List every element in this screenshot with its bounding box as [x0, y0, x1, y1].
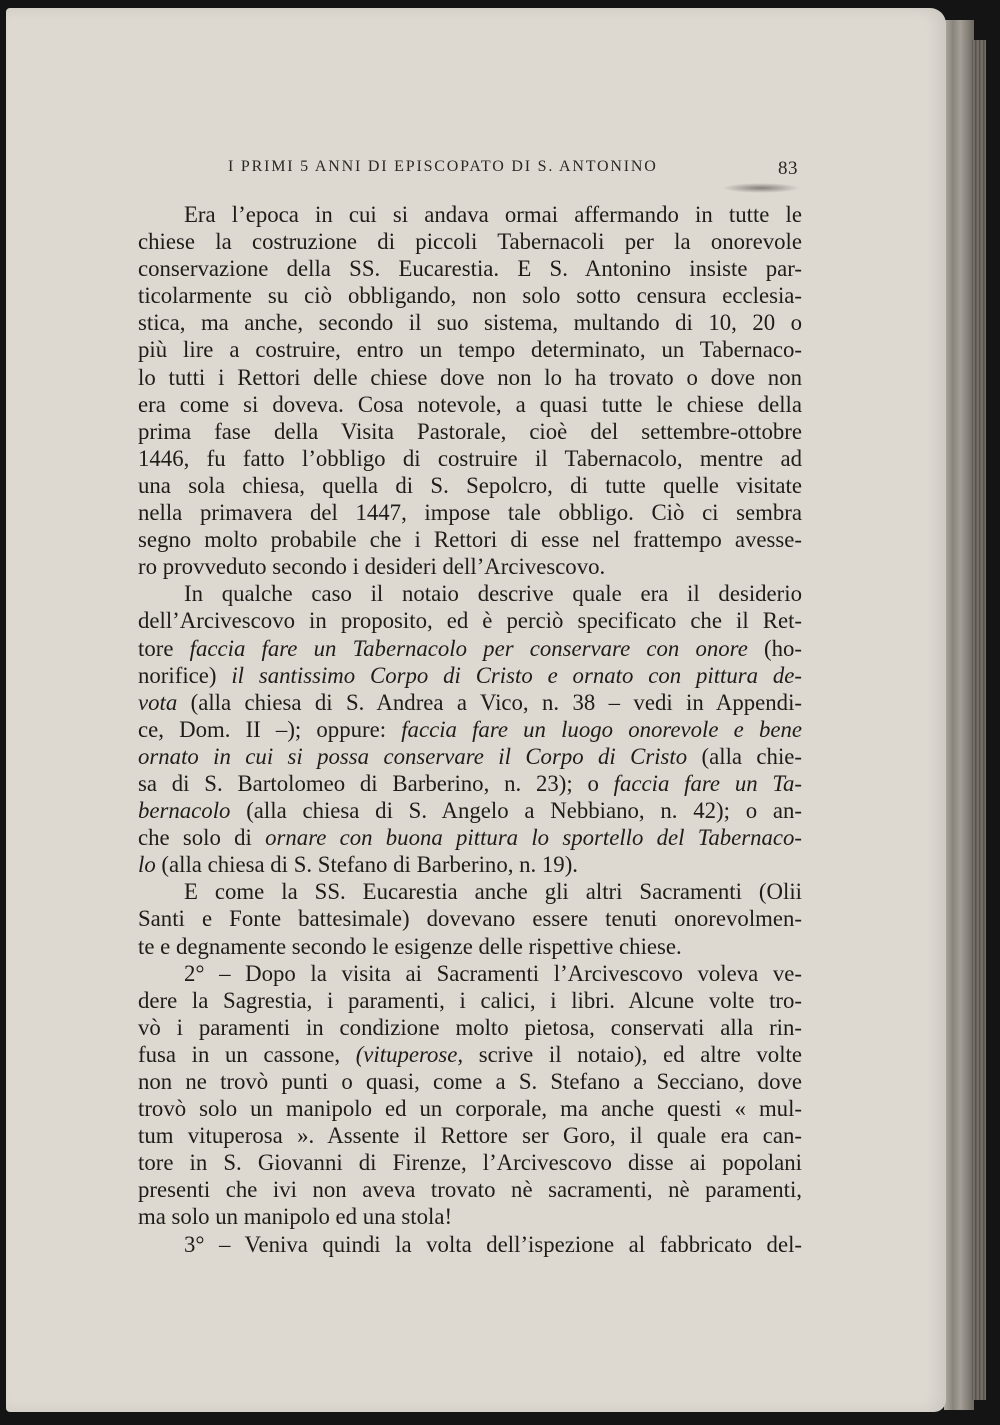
body-text: [138, 201, 802, 1258]
text-line: [138, 743, 802, 770]
text-span: (alla chiesa di S. Andrea a Vico, n. 38 – vedi in Appendi-: [177, 689, 802, 715]
italic-span: il santissimo Corpo di Cristo e ornato con pittura de-: [231, 662, 802, 688]
text-line: [138, 635, 802, 662]
text-line: dere la Sagrestia, i paramenti, i calici, i libri. Alcune volte tro-: [138, 987, 802, 1013]
text-span: (alla chiesa di S. Angelo a Nebbiano, n. 42); o an-: [230, 798, 802, 824]
text-span: (alla chiesa di S. Stefano di Barberino, n. 19).: [155, 852, 578, 878]
text-line: chiese la costruzione di piccoli Tabernacoli per la onorevole: [138, 229, 802, 255]
text-span: norifice): [138, 662, 232, 688]
text-line: [138, 797, 802, 824]
text-line: ro provveduto secondo i desideri dell’Arcivescovo.: [138, 554, 606, 580]
text-line: prima fase della Visita Pastorale, cioè del settembre-ottobre: [138, 418, 802, 444]
text-line: presenti che ivi non aveva trovato nè sacramenti, nè paramenti,: [138, 1177, 802, 1203]
text-line: [138, 662, 802, 689]
page-stack-edge-dark: [972, 40, 986, 1400]
text-line: te e degnamente secondo le esigenze delle rispettive chiese.: [138, 933, 682, 959]
italic-span: vota: [138, 689, 178, 715]
text-line: [138, 770, 802, 797]
text-line: [138, 824, 802, 851]
text-span: (alla chie-: [687, 743, 802, 769]
text-span: fusa in un cassone,: [138, 1041, 356, 1067]
italic-span: bernacolo: [138, 798, 231, 824]
text-span: ce, Dom. II –); oppure:: [138, 716, 402, 742]
italic-span: faccia fare un luogo onorevole e bene: [401, 716, 802, 742]
italic-span: faccia fare un Tabernacolo per conservare con onore: [189, 635, 748, 661]
text-line: [138, 689, 802, 716]
running-header: [228, 158, 798, 184]
text-line: trovò solo un manipolo ed un corporale, ma anche questi « mul-: [138, 1096, 802, 1122]
ink-smudge: [722, 183, 800, 193]
page-number: 83: [778, 158, 798, 179]
text-line: 1446, fu fatto l’obbligo di costruire il Tabernacolo, mentre ad: [138, 445, 802, 471]
text-line: tore in S. Giovanni di Firenze, l’Arcivescovo disse ai popolani: [138, 1150, 802, 1176]
text-span: tore: [138, 635, 190, 661]
text-line: non ne trovò punti o quasi, come a S. Stefano a Secciano, dove: [138, 1069, 802, 1094]
text-line: più lire a costruire, entro un tempo determinato, un Tabernaco-: [138, 337, 802, 363]
italic-span: faccia fare un Ta-: [613, 770, 802, 796]
text-line: una sola chiesa, quella di S. Sepolcro, di tutte quelle visitate: [138, 472, 802, 498]
text-line: era come si doveva. Cosa notevole, a quasi tutte le chiese della: [138, 391, 802, 417]
text-line: lo tutti i Rettori delle chiese dove non lo ha trovato o dove non: [138, 364, 802, 390]
text-span: scrive il notaio), ed altre volte: [463, 1041, 802, 1067]
italic-span: (vituperose,: [355, 1041, 464, 1067]
text-span: che solo di: [138, 825, 266, 851]
text-line: tum vituperosa ». Assente il Rettore ser Goro, il quale era can-: [138, 1123, 802, 1149]
text-line: nella primavera del 1447, impose tale obbligo. Ciò ci sembra: [138, 500, 802, 526]
text-line: In qualche caso il notaio descrive quale era il desiderio: [184, 581, 802, 607]
text-line: E come la SS. Eucarestia anche gli altri Sacramenti (Olii: [184, 879, 802, 905]
running-title: I PRIMI 5 ANNI DI EPISCOPATO DI S. ANTONINO: [228, 158, 658, 175]
text-span: sa di S. Bartolomeo di Barberino, n. 23); o: [138, 770, 614, 796]
text-line: Santi e Fonte battesimale) dovevano essere tenuti onorevolmen-: [138, 906, 802, 932]
text-line: 2° – Dopo la visita ai Sacramenti l’Arcivescovo voleva ve-: [184, 960, 802, 986]
page-stack-edge: [944, 20, 974, 1410]
text-line: ticolarmente su ciò obbligando, non solo sotto censura ecclesia-: [138, 283, 802, 309]
text-line: 3° – Veniva quindi la volta dell’ispezione al fabbricato del-: [184, 1231, 802, 1257]
text-line: conservazione della SS. Eucarestia. E S. Antonino insiste par-: [138, 256, 802, 282]
text-line: Era l’epoca in cui si andava ormai affermando in tutte le: [184, 202, 802, 227]
text-span: (ho-: [747, 635, 802, 661]
text-line: [138, 1041, 802, 1068]
text-line: ma solo un manipolo ed una stola!: [138, 1204, 453, 1230]
italic-span: lo: [138, 852, 156, 878]
text-line: [138, 716, 802, 743]
italic-span: ornato in cui si possa conservare il Corpo di Cristo: [138, 743, 688, 769]
text-line: [138, 851, 802, 878]
text-line: dell’Arcivescovo in proposito, ed è perciò specificato che il Ret-: [138, 608, 802, 634]
text-line: vò i paramenti in condizione molto pietosa, conservati alla rin-: [138, 1014, 802, 1040]
italic-span: ornare con buona pittura lo sportello del Tabernaco-: [265, 825, 803, 851]
text-line: stica, ma anche, secondo il suo sistema, multando di 10, 20 o: [138, 310, 802, 336]
text-line: segno molto probabile che i Rettori di esse nel frattempo avesse-: [138, 527, 802, 553]
